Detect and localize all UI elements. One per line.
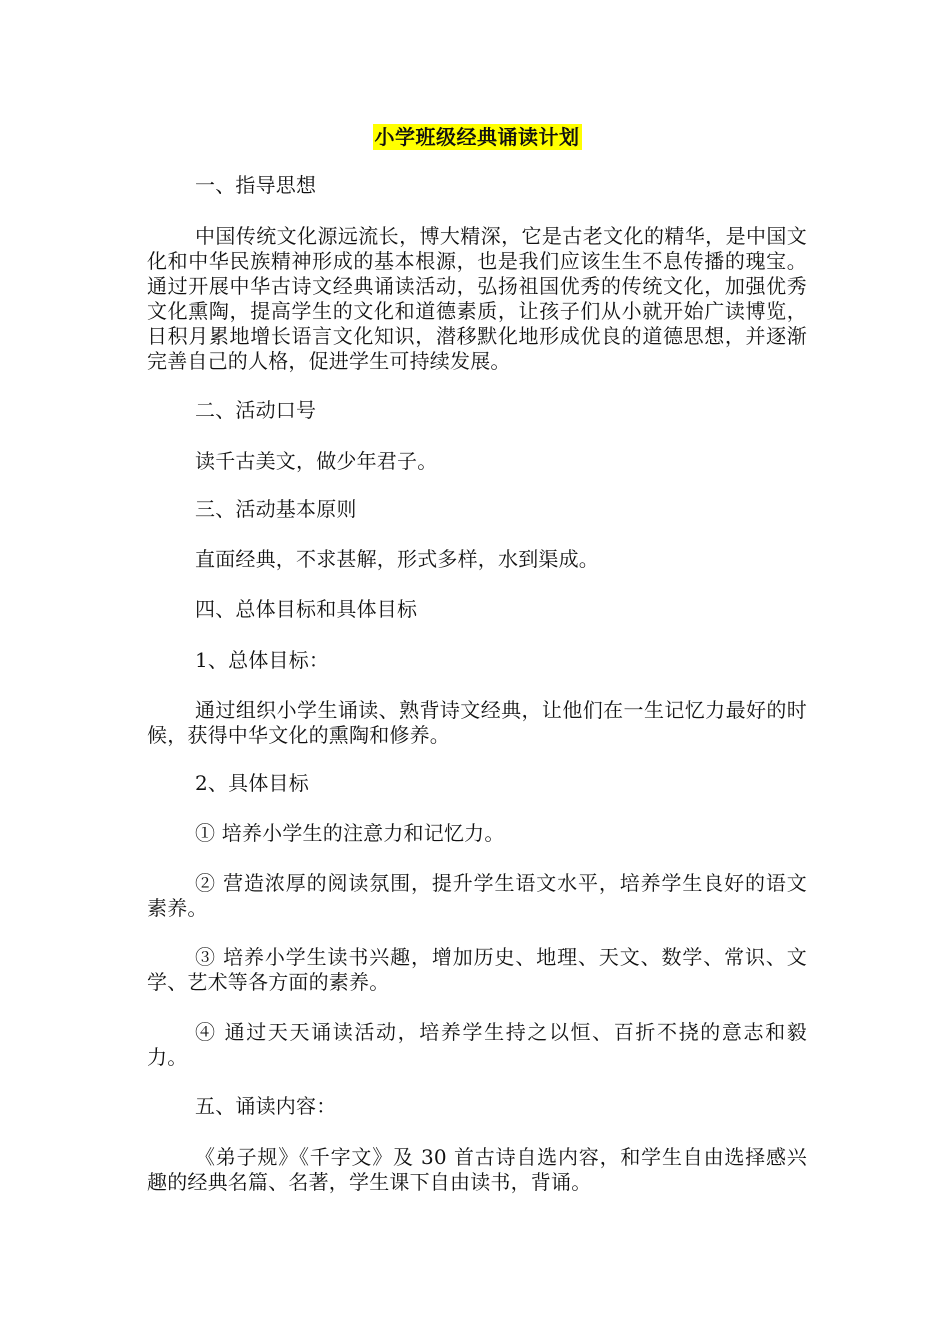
paragraph-principles: 直面经典，不求甚解，形式多样，水到渠成。 (195, 547, 599, 571)
list-item-goal-4: ④ 通过天天诵读活动，培养学生持之以恒、百折不挠的意志和毅力。 (147, 1020, 807, 1069)
paragraph-content: 《弟子规》《千字文》及 30 首古诗自选内容，和学生自由选择感兴趣的经典名篇、名著，学生课下自由读书，背诵。 (147, 1145, 807, 1194)
subheading-overall-goal: 1、总体目标： (195, 648, 330, 672)
section-heading-guiding-ideology: 一、指导思想 (195, 173, 317, 197)
paragraph-guiding-ideology: 中国传统文化源远流长，博大精深，它是古老文化的精华，是中国文化和中华民族精神形成的基本根源，也是我们应该生生不息传播的瑰宝。通过开展中华古诗文经典诵读活动，弘扬祖国优秀的传统文化，加强优秀文化熏陶，提高学生的文化和道德素质，让孩子们从小就开始广读博览，日积月累地增长语言文化知识，潜移默化地形成优良的道德思想，并逐渐完善自己的人格，促进学生可持续发展。 (147, 224, 807, 373)
section-heading-principles: 三、活动基本原则 (195, 497, 357, 521)
section-heading-slogan: 二、活动口号 (195, 398, 317, 422)
title-wrap (147, 124, 807, 150)
list-item-goal-1: ① 培养小学生的注意力和记忆力。 (195, 821, 505, 845)
paragraph-slogan: 读千古美文，做少年君子。 (195, 449, 438, 473)
list-item-goal-2: ② 营造浓厚的阅读氛围，提升学生语文水平，培养学生良好的语文素养。 (147, 871, 807, 920)
paragraph-overall-goal: 通过组织小学生诵读、熟背诗文经典，让他们在一生记忆力最好的时候，获得中华文化的熏陶和修养。 (147, 698, 807, 747)
list-item-goal-3: ③ 培养小学生读书兴趣，增加历史、地理、天文、数学、常识、文学、艺术等各方面的素养。 (147, 945, 807, 994)
section-heading-goals: 四、总体目标和具体目标 (195, 597, 418, 621)
document-title: 小学班级经典诵读计划 (374, 125, 580, 149)
subheading-specific-goals: 2、具体目标 (195, 771, 309, 795)
section-heading-content: 五、诵读内容： (195, 1094, 337, 1118)
